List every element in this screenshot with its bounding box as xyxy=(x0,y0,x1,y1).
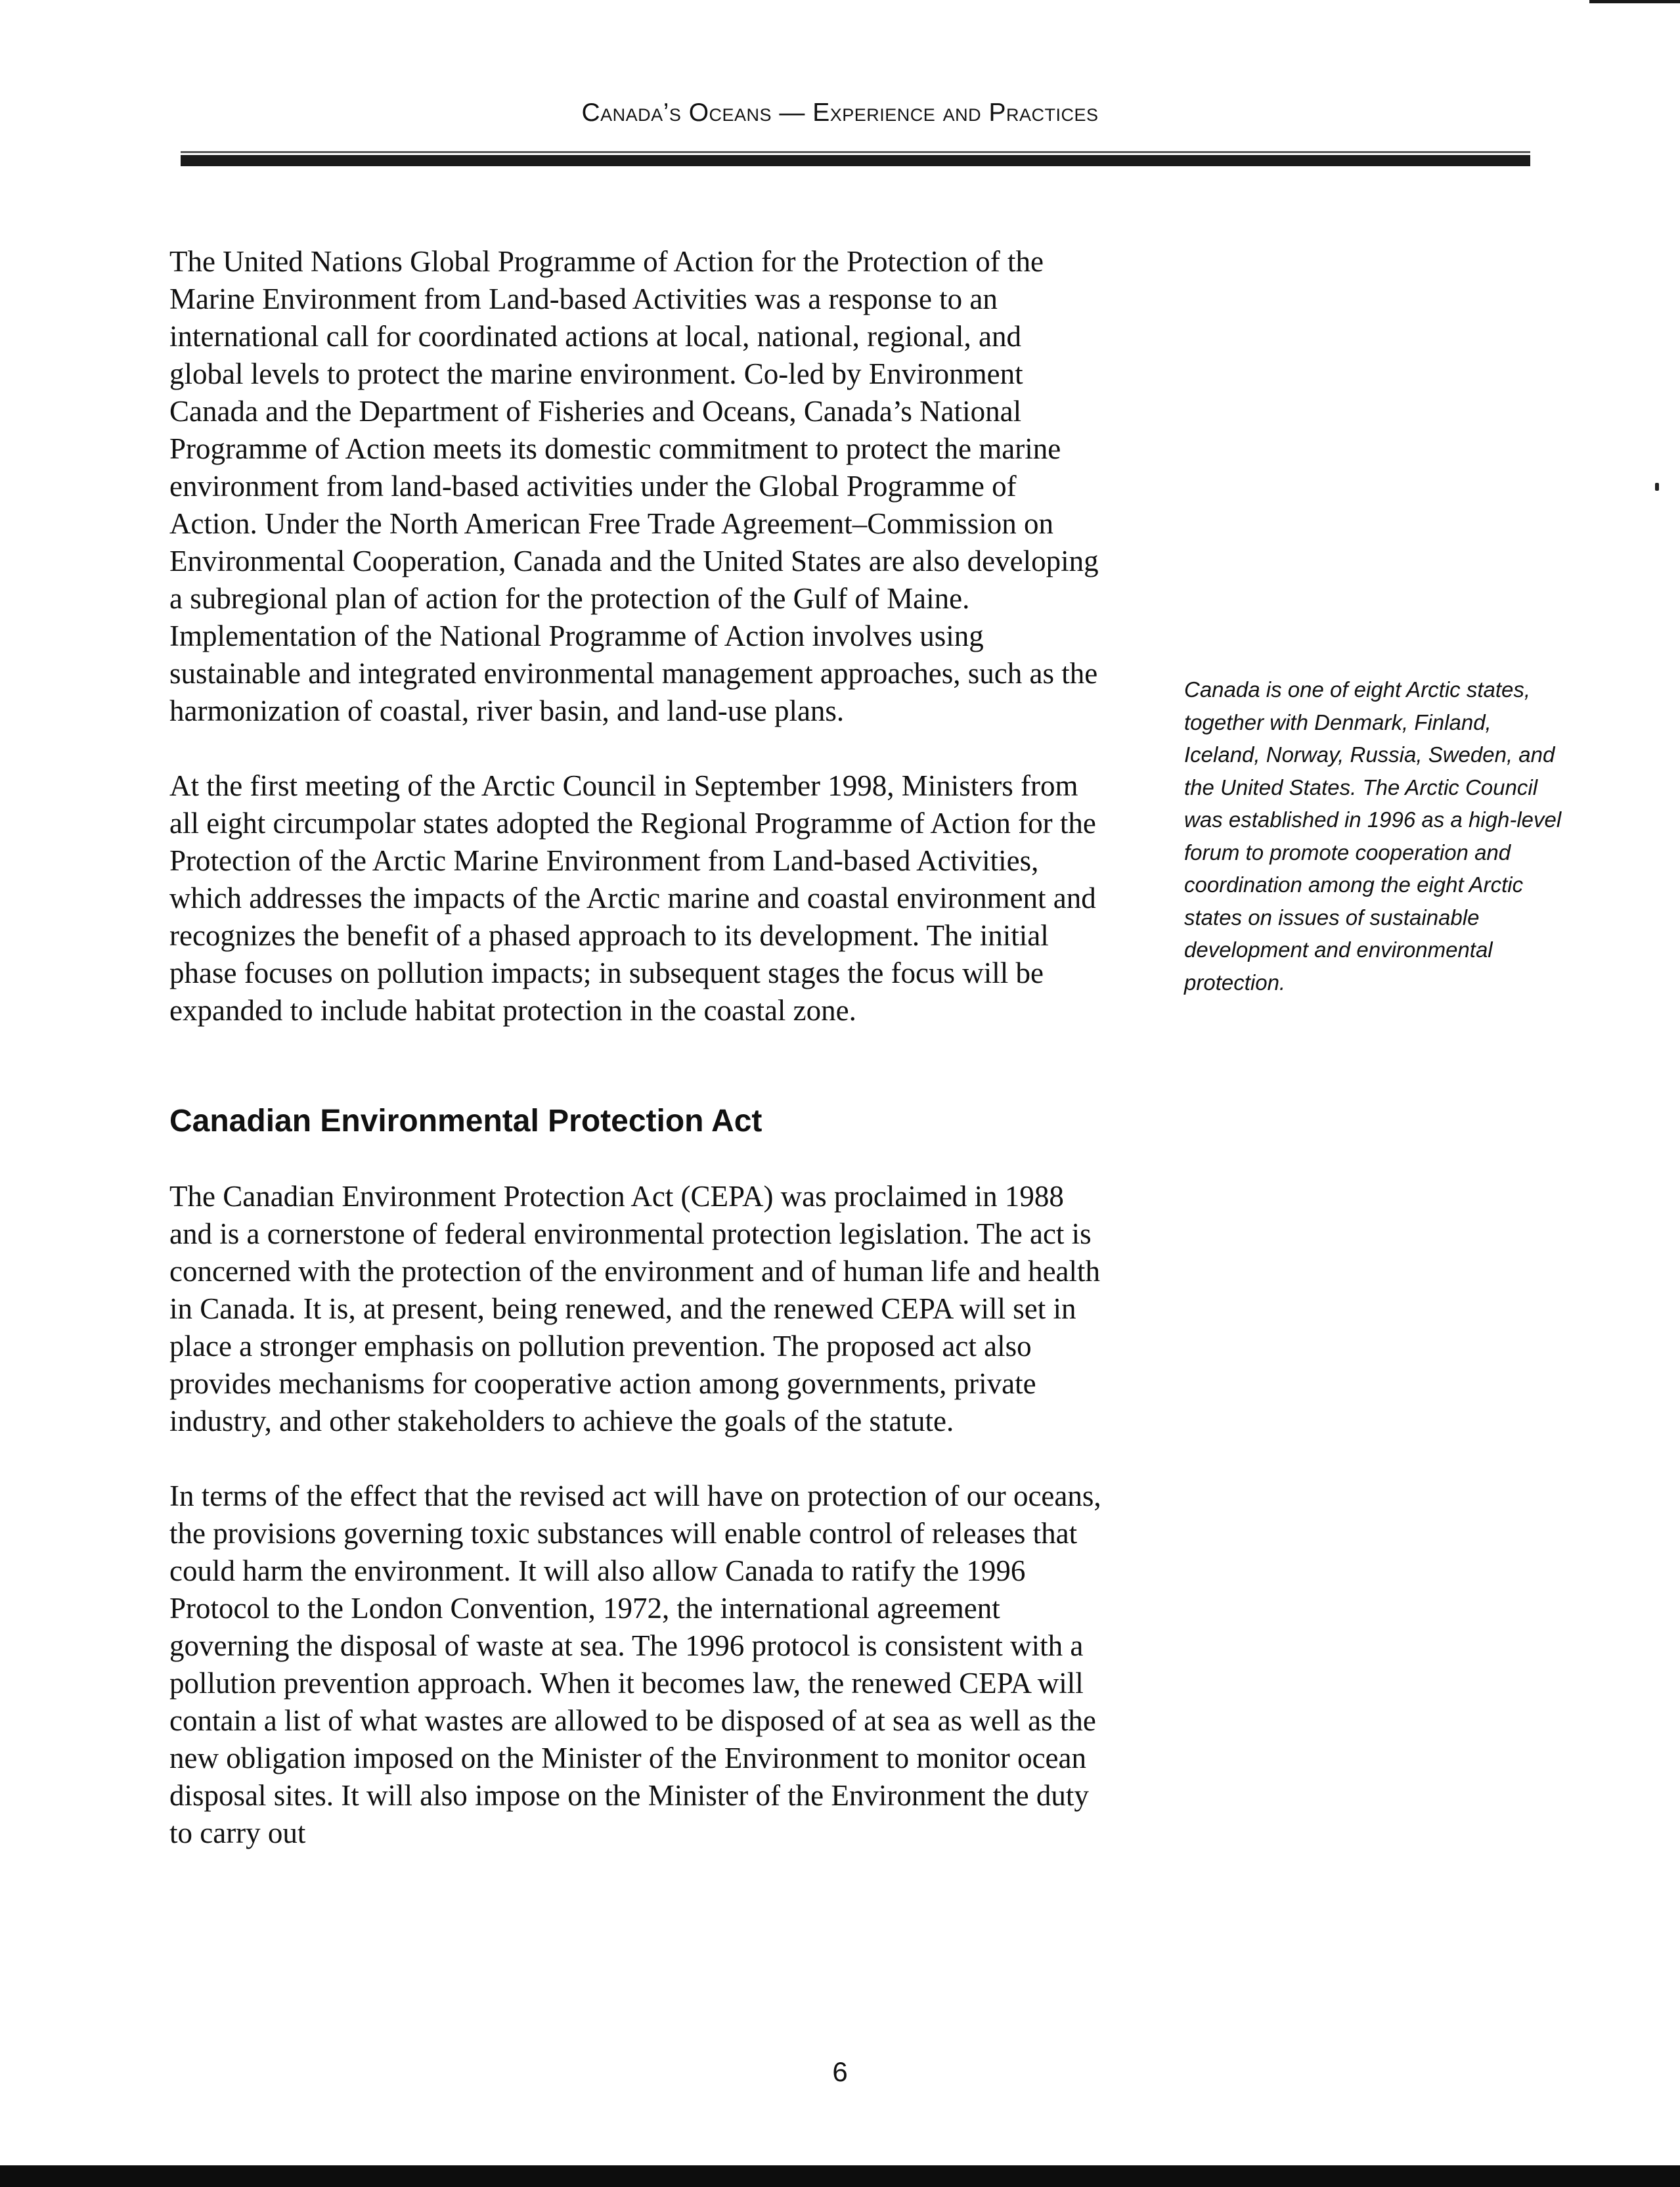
scan-edge-bottom xyxy=(0,2165,1680,2187)
page-number: 6 xyxy=(832,2056,848,2087)
header-rule xyxy=(181,155,1530,166)
scan-edge-corner xyxy=(1589,0,1680,3)
body-paragraph: In terms of the effect that the revised act will have on protection of our oceans, the provisions governing toxic substances will enable control of releases that could harm the environment. It will also allow Canada to ratify the 1996 Protocol to the London Convention, 1972, the international agreement governing the disposal of waste at sea. The 1996 protocol is consistent with a pollution prevention approach. When it becomes law, the renewed CEPA will contain a list of what wastes are allowed to be disposed of at sea as well as the new obligation imposed on the Minister of the Environment to monitor ocean disposal sites. It will also impose on the Minister of the Environment the duty to carry out xyxy=(169,1479,1101,1849)
header-rule-thin xyxy=(181,151,1530,153)
body-paragraph: At the first meeting of the Arctic Council in September 1998, Ministers from all eight circumpolar states adopted the Regional Programme of Action for the Protection of the Arctic Marine Environment from Land-based Activities, which addresses the impacts of the Arctic marine and coastal environment and recognizes the benefit of a phased approach to its development. The initial phase focuses on pollution impacts; in subsequent stages the focus will be expanded to include habitat protection in the coastal zone. xyxy=(169,769,1096,1027)
body-paragraph: The Canadian Environment Protection Act (CEPA) was proclaimed in 1988 and is a cornerstone of federal environmental protection legislation. The act is concerned with the protection of the environment and of human life and health in Canada. It is, at present, being renewed, and the renewed CEPA will set in place a stronger emphasis on pollution prevention. The proposed act also provides mechanisms for cooperative action among governments, private industry, and other stakeholders to achieve the goals of the statute. xyxy=(169,1180,1101,1437)
running-header: Canada’s Oceans — Experience and Practices xyxy=(581,99,1099,127)
body-paragraph: The United Nations Global Programme of Action for the Protection of the Marine Environment from Land-based Activities was a response to an international call for coordinated actions at local, national, regional, and global levels to protect the marine environment. Co-led by Environment Canada and the Department of Fisheries and Oceans, Canada’s National Programme of Action meets its domestic commitment to protect the marine environment from land-based activities under the Global Programme of Action. Under the North American Free Trade Agreement–Commission on Environmental Cooperation, Canada and the United States are also developing a subregional plan of action for the protection of the Gulf of Maine. Implementation of the National Programme of Action involves using sustainable and integrated environmental management approaches, such as the harmonization of coastal, river basin, and land-use plans. xyxy=(169,245,1099,727)
main-column xyxy=(169,243,1102,1889)
sidebar-note: Canada is one of eight Arctic states, together with Denmark, Finland, Iceland, Norway, Russia, Sweden, and the United States. The Arctic Council was established in 1996 as a high-level forum to promote cooperation and coordination among the eight Arctic states on issues of sustainable development and environmental protection. xyxy=(1184,677,1562,995)
scan-mark xyxy=(1655,483,1659,491)
section-heading: Canadian Environmental Protection Act xyxy=(169,1104,763,1139)
